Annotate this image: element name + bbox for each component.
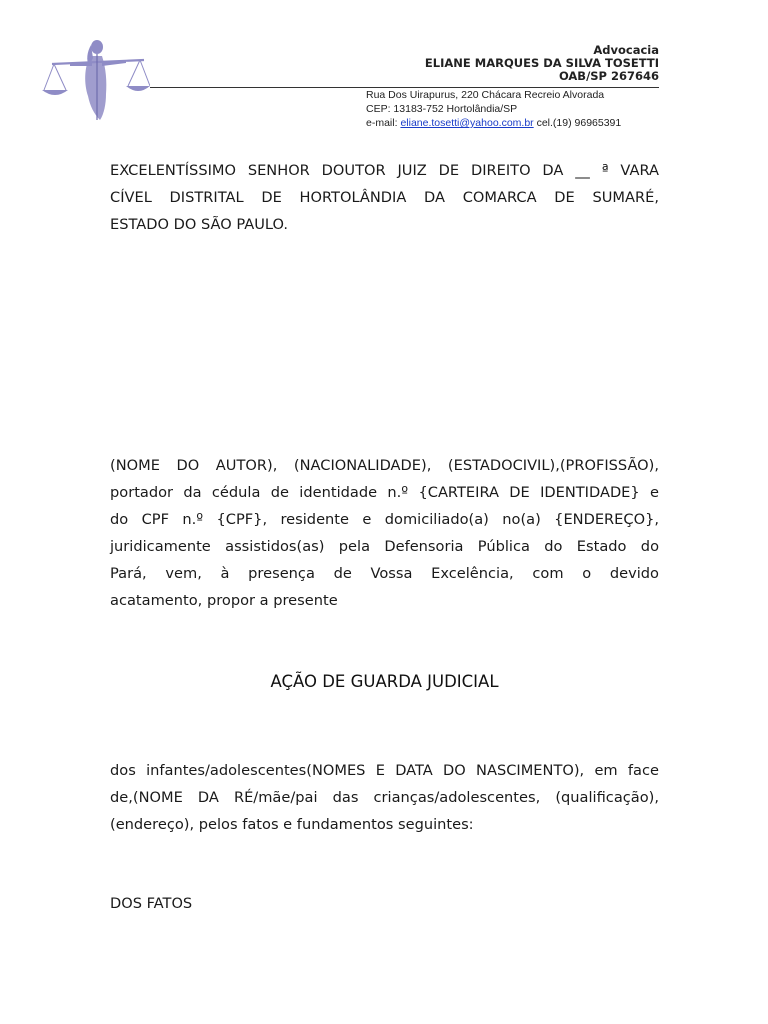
firm-header [425, 44, 659, 83]
section-heading: DOS FATOS [110, 895, 193, 912]
addressee-paragraph [110, 157, 659, 238]
qualification-line: portador da cédula de identidade n.º {CARTEIRA DE IDENTIDADE} e [110, 484, 659, 501]
phone: cel.(19) 96965391 [533, 117, 622, 129]
firm-type: Advocacia [593, 43, 659, 57]
scales-of-justice-icon [40, 38, 150, 122]
qualification-line: acatamento, propor a presente [110, 592, 338, 609]
address-line-2: CEP: 13183-752 Hortolândia/SP [366, 103, 518, 115]
oab-number: OAB/SP 267646 [558, 69, 659, 83]
contact-block [366, 88, 621, 130]
qualification-line: (NOME DO AUTOR), (NACIONALIDADE), (ESTADOCIVIL),(PROFISSÃO), [110, 457, 659, 474]
qualification-paragraph [110, 452, 659, 614]
lawyer-name: ELIANE MARQUES DA SILVA TOSETTI [424, 56, 659, 70]
action-title: AÇÃO DE GUARDA JUDICIAL [270, 672, 499, 691]
addressee-line: EXCELENTÍSSIMO SENHOR DOUTOR JUIZ DE DIREITO DA __ ª VARA [110, 162, 659, 179]
parties-line: de,(NOME DA RÉ/mãe/pai das crianças/adolescentes, (qualificação), [110, 789, 659, 806]
email-label: e-mail: [366, 117, 401, 129]
qualification-line: Pará, vem, à presença de Vossa Excelência, com o devido [110, 565, 659, 582]
qualification-line: juridicamente assistidos(as) pela Defensoria Pública do Estado do [110, 538, 659, 555]
contact-line [366, 116, 621, 130]
address-line-1: Rua Dos Uirapurus, 220 Chácara Recreio Alvorada [366, 89, 605, 101]
addressee-line: CÍVEL DISTRITAL DE HORTOLÂNDIA DA COMARCA DE SUMARÉ, [110, 189, 659, 206]
addressee-line: ESTADO DO SÃO PAULO. [110, 216, 289, 233]
qualification-line: do CPF n.º {CPF}, residente e domiciliado(a) no(a) {ENDEREÇO}, [110, 511, 659, 528]
email-link[interactable]: eliane.tosetti@yahoo.com.br [400, 117, 534, 129]
parties-paragraph [110, 757, 659, 838]
parties-line: (endereço), pelos fatos e fundamentos seguintes: [110, 816, 474, 833]
parties-line: dos infantes/adolescentes(NOMES E DATA DO NASCIMENTO), em face [110, 762, 659, 779]
